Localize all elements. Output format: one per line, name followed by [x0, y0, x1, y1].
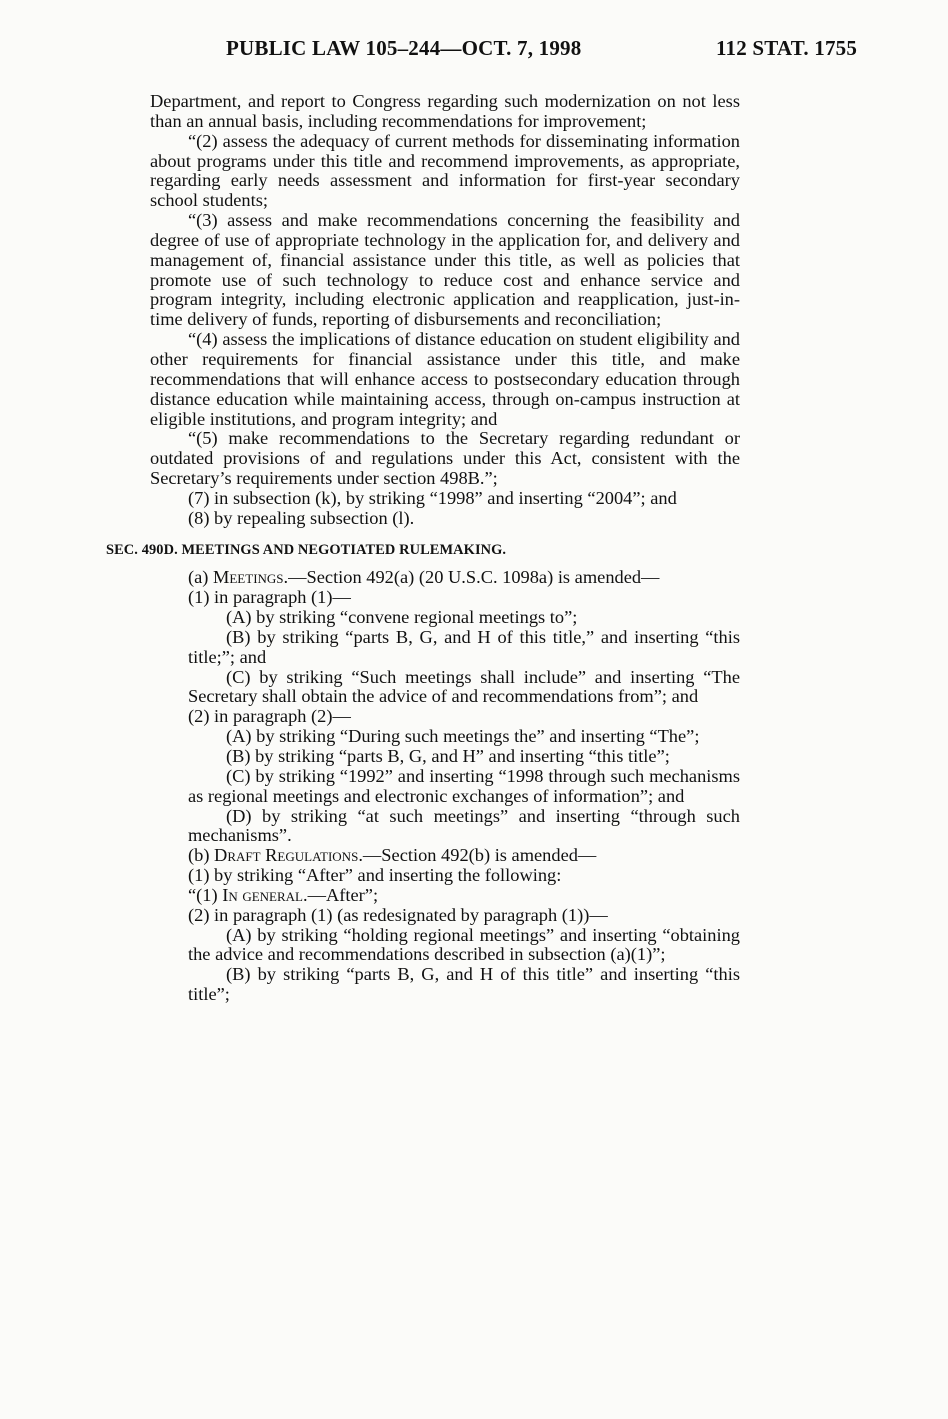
paragraph-5: “(5) make recommendations to the Secretary regarding redundant or outdated provisions of and regulations under this Act, consistent with the Secretary’s requirements under section 498B.”;: [150, 428, 740, 489]
paragraph-8: (8) by repealing subsection (l).: [188, 507, 415, 528]
quote-prefix: “(1): [188, 884, 223, 905]
statute-page-number: 112 STAT. 1755: [716, 36, 858, 60]
subsection-a-2: (2) in paragraph (2)—: [188, 706, 351, 727]
subsection-b-2-B: (B) by striking “parts B, G, and H of this title” and inserting “this title”;: [188, 964, 740, 1005]
subsection-b-label: (b): [188, 845, 215, 866]
subsection-a-label: (a): [188, 567, 214, 588]
public-law-citation: PUBLIC LAW 105–244—OCT. 7, 1998: [226, 36, 582, 60]
section-heading: SEC. 490D. MEETINGS AND NEGOTIATED RULEMAKING.: [106, 541, 507, 558]
paragraph-7: (7) in subsection (k), by striking “1998” and inserting “2004”; and: [188, 487, 677, 508]
paragraph-3: “(3) assess and make recommendations concerning the feasibility and degree of use of appropriate technology in the application for, and delivery and management of, financial assistance under this title, as well as policies that promote use of such technology to reduce cost and enhance service and program integrity, including electronic application and reapplication, just-in-time delivery of funds, reporting of disbursements and reconciliation;: [150, 210, 740, 330]
paragraph-2: “(2) assess the adequacy of current methods for disseminating information about programs under this title and recommend improvements, as appropriate, regarding early needs assessment and information for first-year secondary school students;: [150, 130, 740, 211]
subsection-a: [150, 568, 740, 588]
subsection-a-2-C: (C) by striking “1992” and inserting “1998 through such mechanisms as regional meetings and electronic exchanges of information”; and: [188, 765, 740, 806]
subsection-b-1-quote: [150, 886, 740, 906]
subsection-a-2-B: (B) by striking “parts B, G, and H” and inserting “this title”;: [226, 746, 670, 766]
subsection-a-2-A: (A) by striking “During such meetings the” and inserting “The”;: [226, 726, 700, 747]
quote-title: In general: [222, 884, 303, 905]
subsection-b-title: Draft Regulations: [214, 845, 359, 866]
subsection-a-1-B: (B) by striking “parts B, G, and H of this title,” and inserting “this title;”; and: [188, 626, 740, 667]
subsection-b-1: (1) by striking “After” and inserting the following:: [188, 865, 562, 886]
paragraph-continued: Department, and report to Congress regarding such modernization on not less than an annual basis, including recommendations for improvement;: [150, 91, 740, 131]
subsection-a-2-D: (D) by striking “at such meetings” and inserting “through such mechanisms”.: [188, 805, 740, 846]
subsection-a-title: Meetings: [213, 567, 284, 588]
subsection-a-text: .—Section 492(a) (20 U.S.C. 1098a) is amended—: [283, 567, 660, 588]
subsection-a-1: (1) in paragraph (1)—: [188, 587, 351, 608]
subsection-b-2: (2) in paragraph (1) (as redesignated by paragraph (1))—: [188, 904, 608, 925]
subsection-b-text: .—Section 492(b) is amended—: [358, 845, 597, 866]
quote-suffix: .—After”;: [303, 884, 379, 905]
subsection-a-1-A: (A) by striking “convene regional meetings to”;: [226, 607, 578, 628]
running-head: [0, 36, 948, 68]
subsection-b-2-A: (A) by striking “holding regional meetings” and inserting “obtaining the advice and recommendations described in subsection (a)(1)”;: [188, 924, 740, 965]
subsection-a-1-C: (C) by striking “Such meetings shall include” and inserting “The Secretary shall obtain the advice of and recommendations from”; and: [188, 666, 740, 707]
paragraph-4: “(4) assess the implications of distance education on student eligibility and other requirements for financial assistance under this title, and make recommendations that will enhance access to postsecondary education through distance education while maintaining access, through on-campus instruction at eligible institutions, and program integrity; and: [150, 329, 740, 429]
subsection-b: [150, 846, 740, 866]
body-text: [106, 91, 740, 1005]
